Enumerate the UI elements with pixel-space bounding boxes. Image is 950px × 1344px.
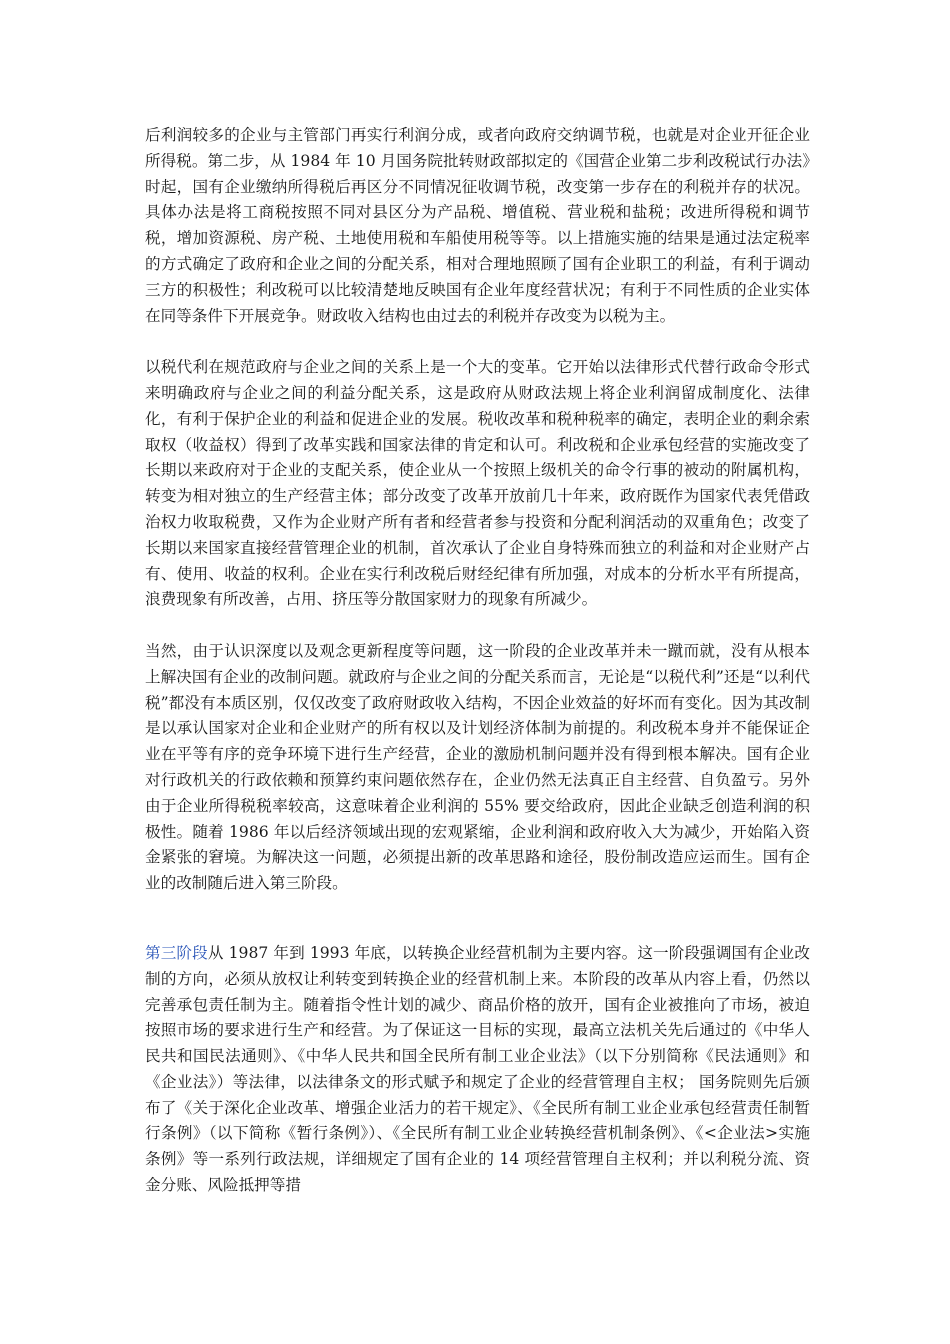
paragraph-text: 后利润较多的企业与主管部门再实行利润分成，或者向政府交纳调节税，也就是对企业开征企业所得税。第二步，从 1984 年 10 月国务院批转财政部拟定的《国营企业第二步利改税试行办法》时起，国有企业缴纳所得税后再区分不同情况征收调节税，改变第一步存在的利税并存的状况。具体办法是将工商税按照不同对县区分为产品税、增值税、营业税和盐税；改进所得税和调节税，增加资源税、房产税、土地使用税和车船使用税等等。以上措施实施的结果是通过法定税率的方式确定了政府和企业之间的分配关系，相对合理地照顾了国有企业职工的利益，有利于调动三方的积极性；利改税可以比较清楚地反映国有企业年度经营状况；有利于不同性质的企业实体在同等条件下开展竞争。财政收入结构也由过去的利税并存改变为以税为主。 [145,126,810,325]
document-body [145,123,810,1199]
paragraph [145,639,810,897]
paragraph-text: 当然，由于认识深度以及观念更新程度等问题，这一阶段的企业改革并未一蹴而就，没有从根本上解决国有企业的改制问题。就政府与企业之间的分配关系而言，无论是“以税代利”还是“以利代税”都没有本质区别，仅仅改变了政府财政收入结构，不因企业效益的好坏而有变化。因为其改制是以承认国家对企业和企业财产的所有权以及计划经济体制为前提的。利改税本身并不能保证企业在平等有序的竞争环境下进行生产经营，企业的激励机制问题并没有得到根本解决。国有企业对行政机关的行政依赖和预算约束问题依然存在，企业仍然无法真正自主经营、自负盈亏。另外由于企业所得税税率较高，这意味着企业利润的 55% 要交给政府，因此企业缺乏创造利润的积极性。随着 1986 年以后经济领域出现的宏观紧缩，企业利润和政府收入大为减少，开始陷入资金紧张的窘境。为解决这一问题，必须提出新的改革思路和途径，股份制改造应运而生。国有企业的改制随后进入第三阶段。 [145,641,810,893]
paragraph-text: 从 1987 年到 1993 年底，以转换企业经营机制为主要内容。这一阶段强调国有企业改制的方向，必须从放权让利转变到转换企业的经营机制上来。本阶段的改革从内容上看，仍然以完善承包责任制为主。随着指令性计划的减少、商品价格的放开，国有企业被推向了市场，被迫按照市场的要求进行生产和经营。为了保证这一目标的实现，最高立法机关先后通过的《中华人民共和国民法通则》、《中华人民共和国全民所有制工业企业法》（以下分别简称《民法通则》和《企业法》）等法律，以法律条文的形式赋予和规定了企业的经营管理自主权； 国务院则先后颁布了《关于深化企业改革、增强企业活力的若干规定》、《全民所有制工业企业承包经营责任制暂行条例》（以下简称《暂行条例》）、《全民所有制工业企业转换经营机制条例》、《<企业法>实施条例》等一系列行政法规，详细规定了国有企业的 14 项经营管理自主权利；并以利税分流、资金分账、风险抵押等措 [145,943,810,1195]
paragraph [145,941,810,1199]
paragraph [145,123,810,329]
third-stage-link[interactable]: 第三阶段 [145,943,208,962]
paragraph-text: 以税代利在规范政府与企业之间的关系上是一个大的变革。它开始以法律形式代替行政命令形式来明确政府与企业之间的利益分配关系，这是政府从财政法规上将企业利润留成制度化、法律化，有利于保护企业的利益和促进企业的发展。税收改革和税种税率的确定，表明企业的剩余索取权（收益权）得到了改革实践和国家法律的肯定和认可。利改税和企业承包经营的实施改变了长期以来政府对于企业的支配关系，使企业从一个按照上级机关的命令行事的被动的附属机构，转变为相对独立的生产经营主体；部分改变了改革开放前几十年来，政府既作为国家代表凭借政治权力收取税费，又作为企业财产所有者和经营者参与投资和分配利润活动的双重角色；改变了长期以来国家直接经营管理企业的机制，首次承认了企业自身特殊而独立的利益和对企业财产占有、使用、收益的权利。企业在实行利改税后财经纪律有所加强，对成本的分析水平有所提高，浪费现象有所改善，占用、挤压等分散国家财力的现象有所减少。 [145,358,810,609]
paragraph [145,355,810,613]
